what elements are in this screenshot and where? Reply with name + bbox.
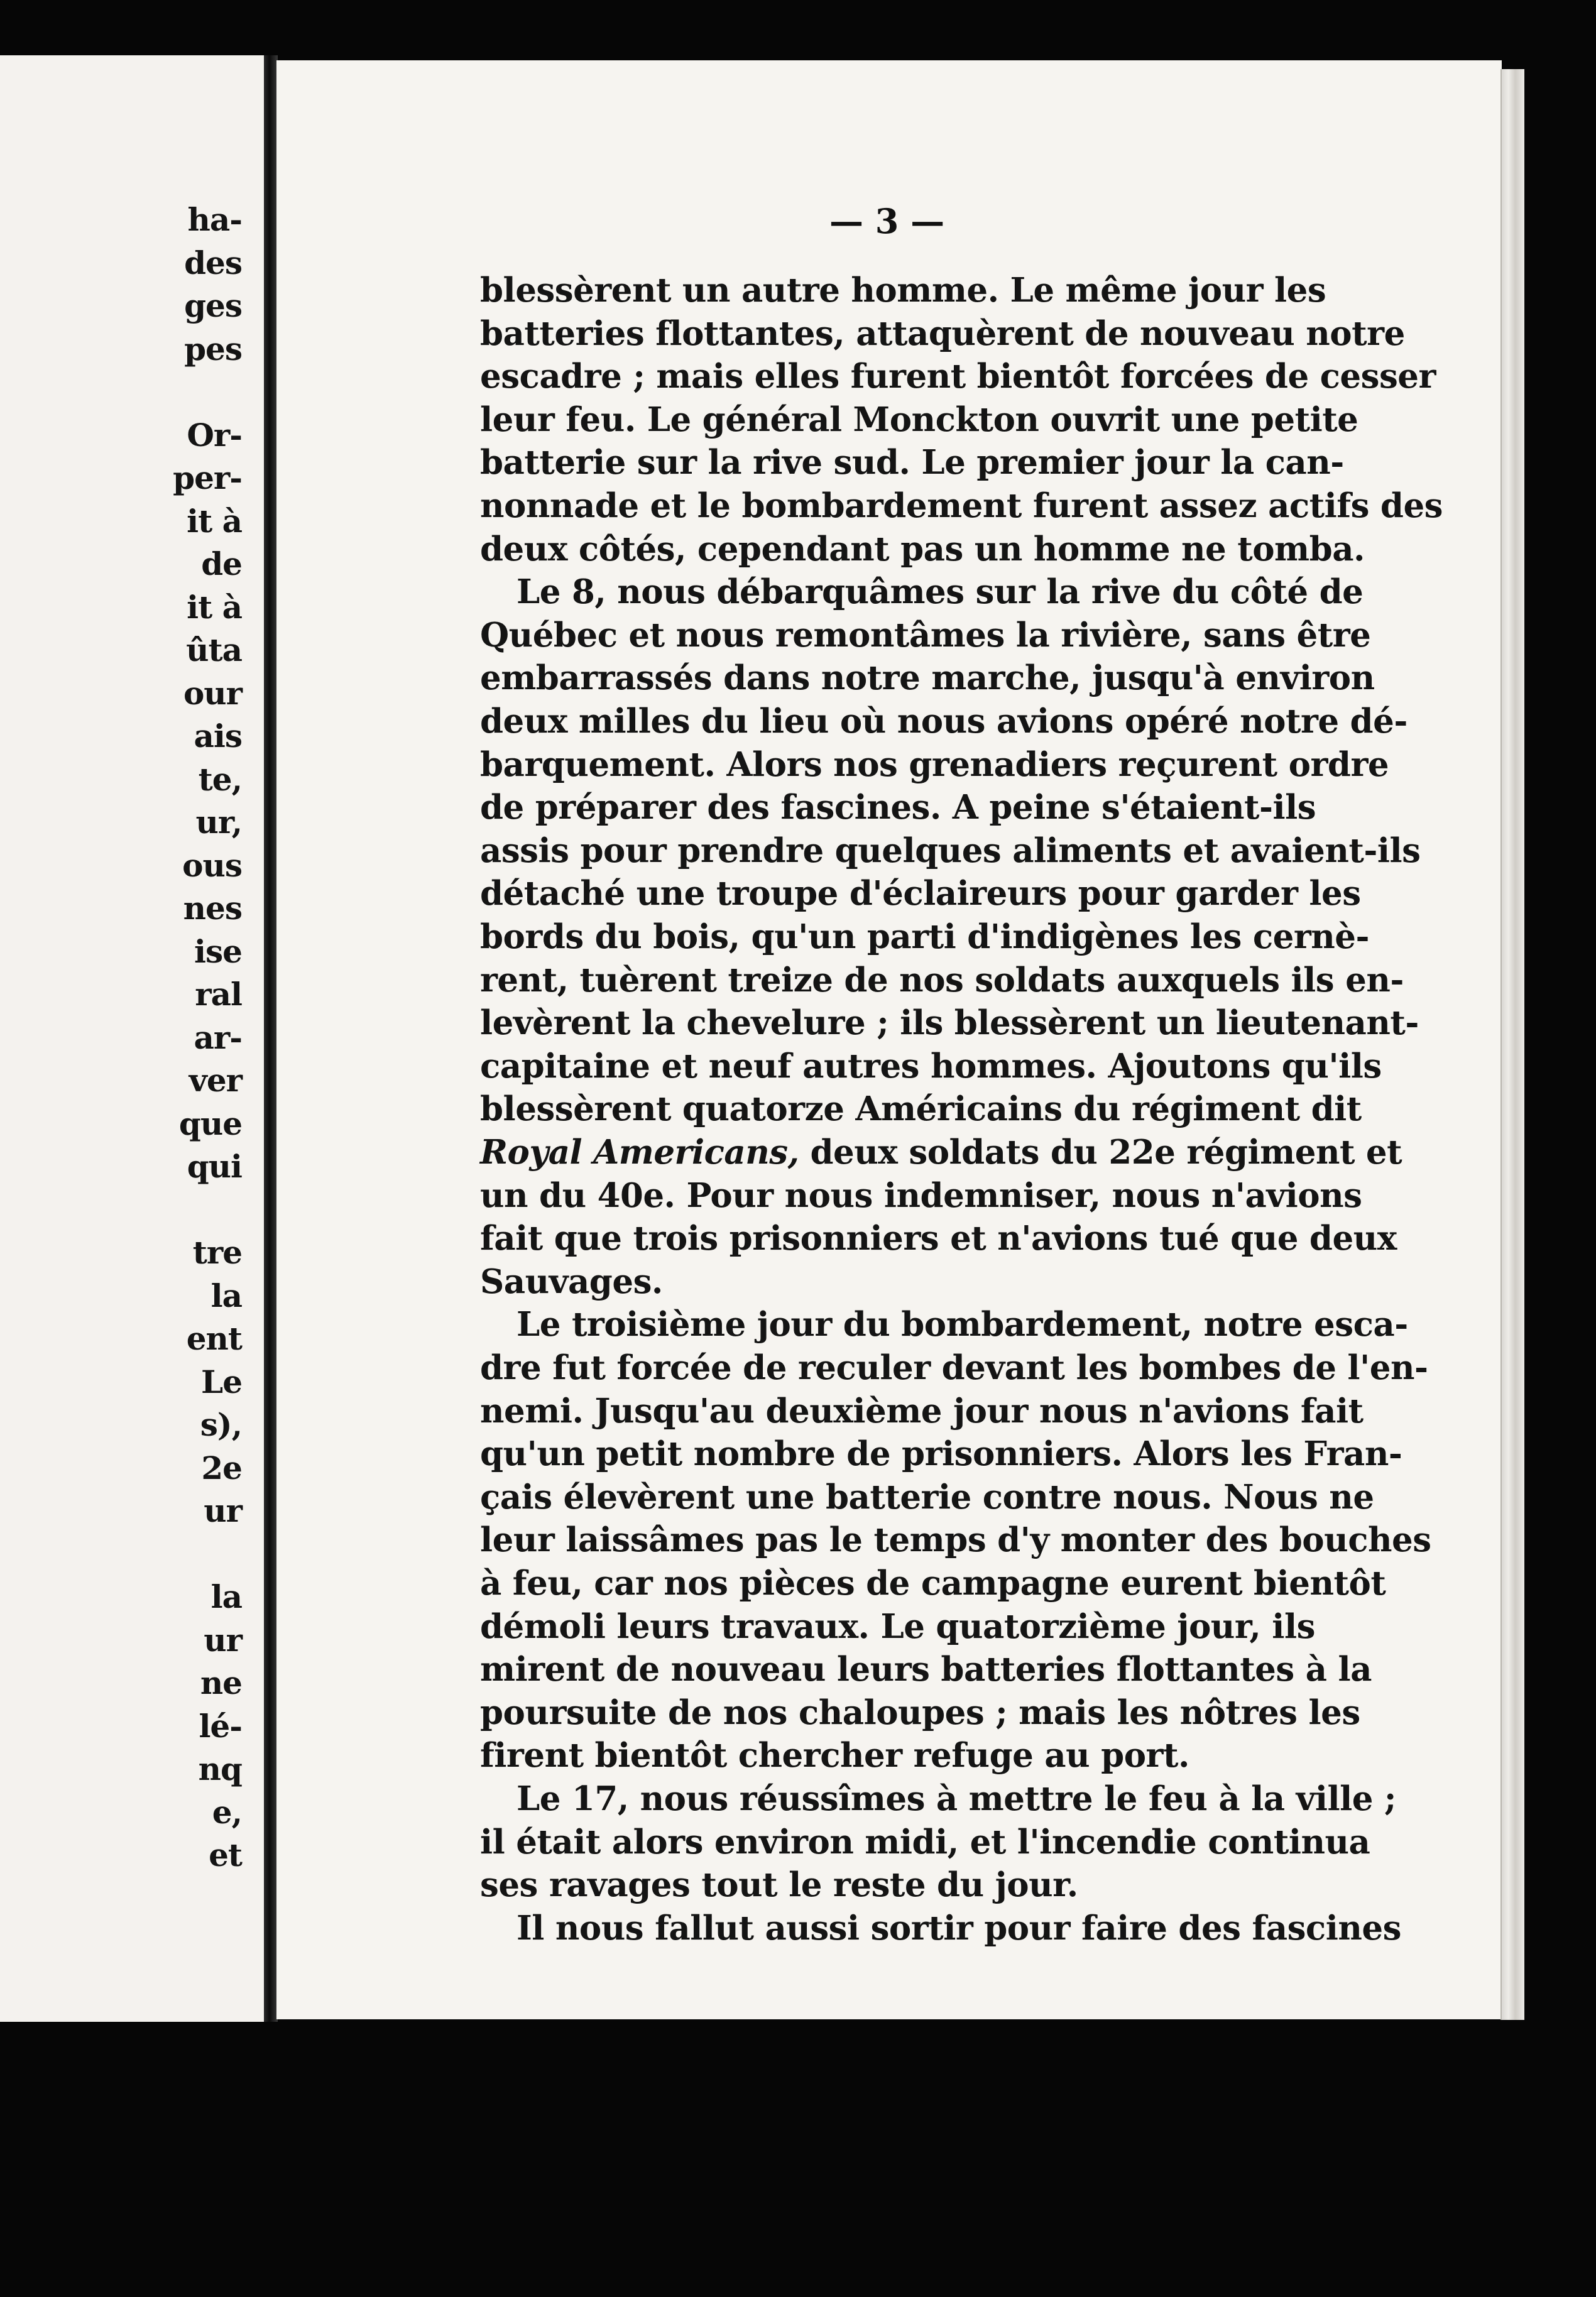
book-gutter — [264, 55, 278, 2022]
text-line: mirent de nouveau leurs batteries flottantes à la — [480, 1650, 1372, 1689]
text-line: rent, tuèrent treize de nos soldats auxquels ils en- — [480, 960, 1404, 1000]
text-span: deux soldats du 22e régiment et — [799, 1133, 1402, 1172]
text-line: détaché une troupe d'éclaireurs pour garder les — [480, 874, 1361, 914]
left-page-fragment: ne — [200, 1664, 242, 1701]
text-line: nemi. Jusqu'au deuxième jour nous n'avions fait — [480, 1391, 1364, 1431]
text-line: escadre ; mais elles furent bientôt forcées de cesser — [480, 357, 1436, 396]
left-page-fragment: ur — [204, 1621, 242, 1659]
left-page-fragment: la — [210, 1277, 242, 1314]
text-line: il était alors environ midi, et l'incendie continua — [480, 1822, 1370, 1862]
text-line: assis pour prendre quelques aliments et avaient-ils — [480, 831, 1421, 870]
text-line: barquement. Alors nos grenadiers reçurent ordre — [480, 745, 1389, 784]
left-page-fragment: ous — [182, 846, 242, 884]
text-line: capitaine et neuf autres hommes. Ajoutons qu'ils — [480, 1046, 1382, 1086]
left-page-fragment: et — [209, 1836, 242, 1874]
text-line: deux côtés, cependant pas un homme ne tomba. — [480, 529, 1365, 569]
text-line: leur laissâmes pas le temps d'y monter des bouches — [480, 1520, 1431, 1560]
left-page-fragment: ha- — [187, 201, 242, 238]
text-line: Le 8, nous débarquâmes sur la rive du côté de — [517, 572, 1364, 612]
text-line: blessèrent quatorze Américains du régiment dit — [480, 1089, 1362, 1129]
page-edge — [1500, 69, 1524, 2020]
text-line: poursuite de nos chaloupes ; mais les nôtres les — [480, 1693, 1360, 1732]
text-line: deux milles du lieu où nous avions opéré notre dé- — [480, 702, 1407, 741]
text-line: firent bientôt chercher refuge au port. — [480, 1736, 1189, 1776]
left-page-fragment: la — [210, 1578, 242, 1615]
text-line: démoli leurs travaux. Le quatorzième jour, ils — [480, 1607, 1315, 1646]
text-line — [480, 1132, 1402, 1172]
text-line: fait que trois prisonniers et n'avions tué que deux — [480, 1219, 1397, 1258]
text-line: Sauvages. — [480, 1262, 663, 1301]
left-page-fragment: Le — [201, 1363, 242, 1400]
text-line: à feu, car nos pièces de campagne eurent bientôt — [480, 1564, 1386, 1603]
text-line: batteries flottantes, attaquèrent de nouveau notre — [480, 314, 1405, 353]
left-page-fragment: nes — [183, 890, 242, 927]
left-page-fragment: tre — [192, 1234, 242, 1271]
left-page-fragment: per- — [173, 459, 242, 496]
text-line: de préparer des fascines. A peine s'étaient-ils — [480, 788, 1316, 827]
left-page-fragment: de — [201, 545, 242, 582]
text-line: Québec et nous remontâmes la rivière, sans être — [480, 615, 1371, 655]
left-page-fragment: ûta — [186, 631, 242, 668]
text-line: ses ravages tout le reste du jour. — [480, 1865, 1078, 1905]
text-line: levèrent la chevelure ; ils blessèrent un lieutenant- — [480, 1003, 1419, 1043]
text-line: nonnade et le bombardement furent assez actifs des — [480, 486, 1443, 525]
left-page-fragment: que — [178, 1105, 242, 1142]
left-page-fragment: nq — [198, 1750, 242, 1787]
left-page-fragment: pes — [184, 330, 242, 368]
italic-text: Royal Americans, — [480, 1133, 799, 1172]
text-line: bords du bois, qu'un parti d'indigènes les cernè- — [480, 917, 1370, 956]
left-page-fragment: ais — [194, 717, 242, 755]
text-line: batterie sur la rive sud. Le premier jour la can- — [480, 443, 1344, 483]
text-line: un du 40e. Pour nous indemniser, nous n'avions — [480, 1176, 1362, 1215]
left-page-fragment: e, — [212, 1793, 242, 1831]
left-page-fragment: it à — [187, 588, 242, 626]
left-page-fragment: it à — [187, 502, 242, 540]
left-page-fragment: ges — [184, 287, 242, 324]
left-page-fragment: our — [183, 674, 242, 712]
left-page-fragment: ise — [194, 932, 242, 970]
left-page-fragment: te, — [198, 760, 242, 798]
left-page-fragment: des — [184, 244, 242, 281]
left-page-fragment: ral — [195, 976, 242, 1013]
left-page-fragment: ur — [204, 1492, 242, 1529]
text-line: çais élevèrent une batterie contre nous. Nous ne — [480, 1477, 1374, 1517]
text-line: Il nous fallut aussi sortir pour faire des fascines — [517, 1908, 1401, 1948]
text-line: embarrassés dans notre marche, jusqu'à environ — [480, 658, 1375, 698]
left-page-fragment: ver — [189, 1062, 242, 1099]
left-page-fragment: Or- — [187, 416, 242, 454]
text-line: leur feu. Le général Monckton ouvrit une petite — [480, 400, 1358, 439]
left-page-fragment: ar- — [194, 1018, 242, 1056]
text-line: qu'un petit nombre de prisonniers. Alors les Fran- — [480, 1434, 1402, 1474]
left-page-fragment: 2e — [201, 1449, 242, 1487]
text-line: blessèrent un autre homme. Le même jour les — [480, 271, 1326, 310]
left-page-fragment: lé- — [199, 1707, 242, 1745]
left-page-fragment: ent — [186, 1320, 242, 1357]
text-line: dre fut forcée de reculer devant les bombes de l'en- — [480, 1348, 1428, 1387]
left-page-fragment: qui — [187, 1148, 242, 1185]
text-line: Le 17, nous réussîmes à mettre le feu à la ville ; — [517, 1779, 1396, 1818]
left-page-fragment: s), — [200, 1406, 242, 1443]
text-line: Le troisième jour du bombardement, notre esca- — [517, 1305, 1408, 1345]
left-page-margin — [0, 55, 267, 2022]
left-page-fragment: ur, — [195, 804, 242, 841]
page-number: — 3 — — [829, 201, 945, 241]
